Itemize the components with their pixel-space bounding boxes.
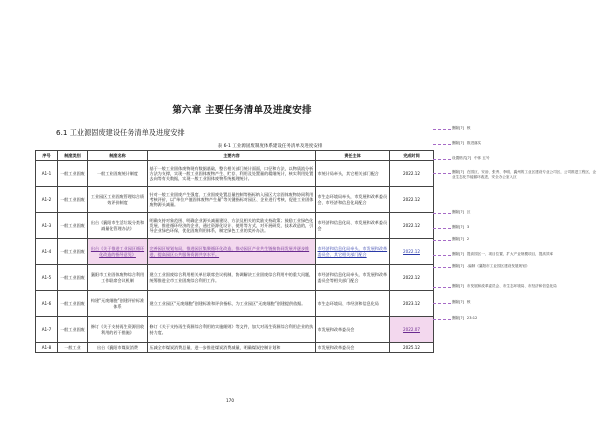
comment-connector (433, 319, 451, 320)
comment-author: 删除[?] (452, 316, 464, 320)
comment-text: 推进落实 (466, 141, 482, 145)
cell-owner: 市经济和信息化局牵头，市发展和改革委员会等相关部门配合 (316, 265, 390, 291)
cell-owner-tracked-change[interactable]: 市经济和信息化局牵头，市发展和改革委员会、其它相关部门配合 (316, 239, 390, 265)
cell-owner: 市发展和改革委员会 (316, 317, 390, 343)
header-content: 主要内容 (148, 151, 316, 161)
cell-date: 2023.12 (390, 291, 434, 317)
comment-balloon[interactable] (452, 126, 598, 131)
comment-connector (433, 255, 451, 256)
table-row (36, 343, 434, 353)
comment-margin (450, 0, 600, 424)
cell-date: 2025.12 (390, 343, 434, 353)
comment-author: 删除[?] (452, 126, 464, 130)
header-id: 序号 (36, 151, 58, 161)
table-row (36, 213, 434, 239)
comment-balloon[interactable] (452, 141, 598, 146)
cell-owner: 市生态环境局牵头，市发展和改革委员会、市经济和信息化局配合 (316, 187, 390, 213)
cell-owner: 市经济和信息化局、市发展和改革委员会 (316, 213, 390, 239)
comment-author: 设置格式[?] (452, 156, 472, 160)
cell-owner: 市生态环境局、市经济和信息化局 (316, 291, 390, 317)
cell-content: 明确支持对象范围、明确企业源头减量建设、方法及相关的奖励支持政策；鼓励工业绿色化发展、推进循环经济的企业，通过资源化设计、使用等方式，对开展研发、技术改造的，引导企业绿色环保，优化固废利用体系，制定绿色工业的奖补办法。 (148, 213, 316, 239)
cell-content-tracked-change[interactable]: 完善园区规划布局，推进园区集聚循环化改造，推动园区产业共生链接协同发展并逐步推进，提高园区公共服务资源共享水平。 (148, 239, 316, 265)
cell-id: A1-3 (36, 213, 58, 239)
comment-text: 区 (466, 210, 471, 214)
comment-connector (433, 144, 451, 145)
comment-author: 删除[?] (452, 170, 464, 174)
comment-balloon[interactable] (452, 316, 598, 321)
cell-id: A1-1 (36, 161, 58, 187)
comment-balloon[interactable] (452, 284, 598, 289)
comment-text: 在园区，安治、张秀、李明、襄州的工业区建设专业公司区，公司推进工程区，企业生态化节能循环改进，安全办公室入区 (452, 170, 597, 179)
table-header-row (36, 151, 434, 161)
header-owner: 责任主体 (316, 151, 390, 161)
cell-category: 一般工业固废 (58, 161, 88, 187)
comment-text: 提高园区一、项目位置，扩大产业规模项目，提高效率 (466, 252, 554, 256)
comment-connector (433, 173, 451, 174)
comment-text: 23:12 (466, 316, 478, 320)
comment-balloon[interactable] (452, 300, 598, 305)
cell-content: 修订《关于支持再生资源综合利用的实施细则》等文件，加大对再生资源综合利用企业的扶持力度。 (148, 317, 316, 343)
cell-content: 建立工业园区“无废细胞”创建标准和评价指标，为工业园区“无废细胞”创建提供依据。 (148, 291, 316, 317)
cell-id: A1-2 (36, 187, 58, 213)
comment-connector (433, 129, 451, 130)
comment-balloon[interactable] (452, 225, 598, 230)
cell-category: 一般工业 (58, 343, 88, 353)
cell-category: 一般工业固废 (58, 213, 88, 239)
cell-name: 襄阳市工业固体废物综合利用工作联席会议机制 (88, 265, 148, 291)
cell-date: 2022.12 (390, 187, 434, 213)
cell-id: A1-4 (36, 239, 58, 265)
comment-text: 市发展和改革委员会、市生态环境局、市经济和信息化局 (466, 284, 557, 288)
comment-balloon[interactable] (452, 252, 598, 257)
cell-id: A1-6 (36, 291, 58, 317)
comment-connector (433, 287, 451, 288)
comment-author: 删除[?] (452, 225, 464, 229)
header-category: 制度类别 (58, 151, 88, 161)
comment-connector (433, 159, 451, 160)
table-row (36, 161, 434, 187)
chapter-title: 第六章 主要任务清单及进度安排 (172, 105, 312, 116)
comment-text: 中体 五号 (474, 156, 490, 160)
cell-date: 2022.12 (390, 239, 434, 265)
comment-connector (433, 267, 451, 268)
cell-date: 2022.12 (390, 161, 434, 187)
comment-balloon[interactable] (452, 156, 598, 161)
cell-name: 出台《襄阳市生活垃圾分类和减量化管理办法》 (88, 213, 148, 239)
page-number: 170 (226, 398, 234, 403)
cell-content: 针对一般工业固废产生强度、工业固废处置总量控制等指标纳入园区大宗固体废物协同利用考核评价，以“单位产值固体废物产生量”等关键指标对园区、企业进行考核，促进工业固体废物源头减量。 (148, 187, 316, 213)
comment-balloon[interactable] (452, 237, 598, 242)
comment-author: 删除[?] (452, 264, 464, 268)
cell-category: 一般工业固废 (58, 187, 88, 213)
section-title: 6.1 工业源固废建设任务清单及进度安排 (56, 128, 185, 137)
cell-date: 2022.12 (390, 213, 434, 239)
cell-content: 压减全市煤炭消费总量，进一步推进煤炭消费减量，明确煤炭控制计划和 (148, 343, 316, 353)
cell-category: 一般工业固废 (58, 265, 88, 291)
comment-author: 删除[?] (452, 300, 464, 304)
table-row (36, 239, 434, 265)
cell-name: 一般工业固废统计制度 (88, 161, 148, 187)
comment-text: 3 (466, 225, 470, 229)
comment-balloon[interactable] (452, 210, 598, 215)
cell-category: 一般工业固废 (58, 239, 88, 265)
comment-connector (433, 213, 451, 214)
comment-balloon[interactable] (452, 170, 598, 180)
comment-connector (433, 228, 451, 229)
comment-author: 删除[?] (452, 210, 464, 214)
task-table (35, 150, 434, 353)
cell-name: 工业园区工业固废管理综合绩效评价制度 (88, 187, 148, 213)
comment-author: 删除[?] (452, 141, 464, 145)
comment-connector (433, 240, 451, 241)
cell-id: A1-8 (36, 343, 58, 353)
cell-content: 基于一般工业固体废物现有数据基础，整合相关部门统计面面，口径和方法，以物质流分析方法为支撑，实现一般工业固体废物产生、贮存、利用及处置量的精细统计，核实利用处置去向等有关数据，实现一般工业固体废物系统梳理统计。 (148, 161, 316, 187)
comment-connector (433, 303, 451, 304)
cell-date: 2022.12 (390, 265, 434, 291)
cell-name-tracked-change[interactable]: 出台《关于推进工业园区循环化改造的指导意见》 (88, 239, 148, 265)
comment-author: 删除[?] (452, 252, 464, 256)
comment-author: 删除[?] (452, 284, 464, 288)
comment-text: 核 (466, 300, 471, 304)
comment-text: -编制《襄阳市工业园区建设发展规划》 (466, 264, 530, 268)
comment-text: 2 (466, 237, 470, 241)
cell-content: 建立工业固废综合利用相关单位联席会议机制，协调解决工业固废综合利用中的重大问题，统筹推进全市工业固废综合利用工作。 (148, 265, 316, 291)
table-row (36, 265, 434, 291)
header-date: 完成时间 (390, 151, 434, 161)
table-row (36, 317, 434, 343)
header-name: 制度名称 (88, 151, 148, 161)
table-caption: 表 6-1 工业源固废制度体系建设任务清单及进度安排 (217, 144, 323, 149)
cell-owner: 市统计局牵头，其它相关部门配合 (316, 161, 390, 187)
comment-balloon[interactable] (452, 264, 598, 269)
cell-id: A1-5 (36, 265, 58, 291)
comment-text: 核 (466, 126, 471, 130)
cell-category: 一般工业固废 (58, 317, 88, 343)
cell-id: A1-7 (36, 317, 58, 343)
cell-category: 一般工业固废 (58, 291, 88, 317)
cell-date-tracked-change[interactable]: 2022.07 (390, 317, 434, 343)
table-row (36, 291, 434, 317)
cell-owner: 市发展和改革委员会 (316, 343, 390, 353)
comment-author: 删除[?] (452, 237, 464, 241)
table-row (36, 187, 434, 213)
cell-name: 构建“无废细胞”创建评价标准体系 (88, 291, 148, 317)
cell-name: 修订《关于支持再生资源回收利用的若干措施》 (88, 317, 148, 343)
cell-name: 出台《襄阳市煤炭消费 (88, 343, 148, 353)
